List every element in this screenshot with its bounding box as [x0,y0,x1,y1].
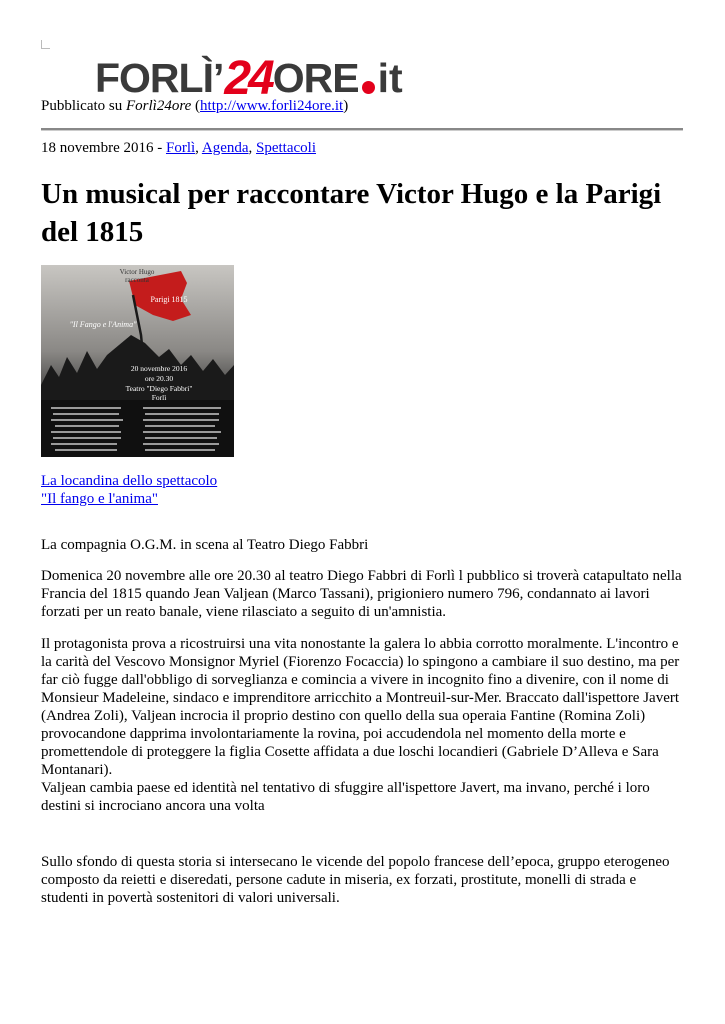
published-open-paren: ( [191,98,201,114]
caption-link-line1[interactable]: La locandina dello spettacolo [41,473,218,489]
article-title: Un musical per raccontare Victor Hugo e la Parigi del 1815 [41,178,662,248]
logo-text-forli: FORLÌ’ [95,54,224,101]
poster-artwork [41,265,234,457]
caption-link-line2[interactable]: "Il fango e l'anima" [41,491,158,507]
logo-tld: it [377,54,403,101]
logo-dot [362,81,375,94]
published-line [41,98,348,115]
published-url-link[interactable]: http://www.forli24ore.it [200,98,344,114]
logo-text-ore: ORE [272,54,359,101]
published-prefix: Pubblicato su [41,98,126,114]
category-link-spettacoli[interactable]: Spettacoli [256,140,317,156]
article-meta: 18 novembre 2016 - Forlì, Agenda, Spettacoli [41,140,317,156]
paragraph-2: Il protagonista prova a ricostruirsi una vita nonostante la galera lo abbia corrotto moralmente. L'incontro e la carità del Vescovo Monsignor Myriel (Fiorenzo Focaccia) lo spingono a cambiare il suo destino, ma per far ciò fugge dall'obbligo di sorveglianza e comincia a vivere in incognito fino a divenire, con il nome di Monsieur Madeleine, sindaco e imprenditore arricchito a Montreuil-sur-Mer. Braccato dall'ispettore Javert (Andrea Zoli), Valjean incrocia il proprio destino con quello della sua operaia Fantine (Romina Zoli) provocandone dapprima involontariamente la rovina, poi accudendola nel momento della morte e promettendole di proteggere la figlia Cosette affidata a due loschi locandieri (Gabriele D’Alleva e Sara Montanari). Valjean cambia paese ed identità nel tentativo di sfuggire all'ispettore Javert, ma invano, perché i loro destini si incrociano ancora una volta [41,636,680,814]
poster-line-author: Victor Hugo [119,268,155,276]
meta-separator: - [153,140,166,156]
poster-subtitle: "Il Fango e l'Anima" [69,320,137,329]
poster-line-racconta: racconta [125,276,149,284]
header-divider [41,128,683,131]
poster-venue: Teatro "Diego Fabbri" [125,384,193,393]
site-logo[interactable] [95,52,403,104]
poster-caption [41,472,217,508]
logo-number: 24 [224,51,272,105]
article-date: 18 novembre 2016 [41,140,154,156]
poster-date: 20 novembre 2016 [130,364,188,373]
category-link-forli[interactable]: Forlì [165,140,196,156]
published-close-paren: ) [343,98,349,114]
paragraph-1: Domenica 20 novembre alle ore 20.30 al teatro Diego Fabbri di Forlì l pubblico si troverà catapultato nella Francia del 1815 quando Jean Valjean (Marco Tassani), prigioniero numero 796, condannato ai lavori forzati per un reato banale, viene rilasciato a seguito di un'amnistia. [41,568,682,620]
paragraph-3: Sullo sfondo di questa storia si intersecano le vicende del popolo francese dell’epoca, gruppo eterogeneo composto da reietti e diseredati, persone cadute in miseria, ex forzati, prostitute, monelli di strada e studenti in povertà sostenitori di valori universali. [41,854,670,906]
page-corner-mark [41,40,50,49]
poster-image[interactable] [41,265,234,457]
published-site-name: Forlì24ore [126,98,192,114]
paragraph-intro: La compagnia O.G.M. in scena al Teatro Diego Fabbri [41,537,369,553]
category-link-agenda[interactable]: Agenda [201,140,249,156]
poster-time: ore 20.30 [144,374,174,383]
poster-city: Forlì [151,393,167,402]
poster-title: Parigi 1815 [150,295,188,304]
